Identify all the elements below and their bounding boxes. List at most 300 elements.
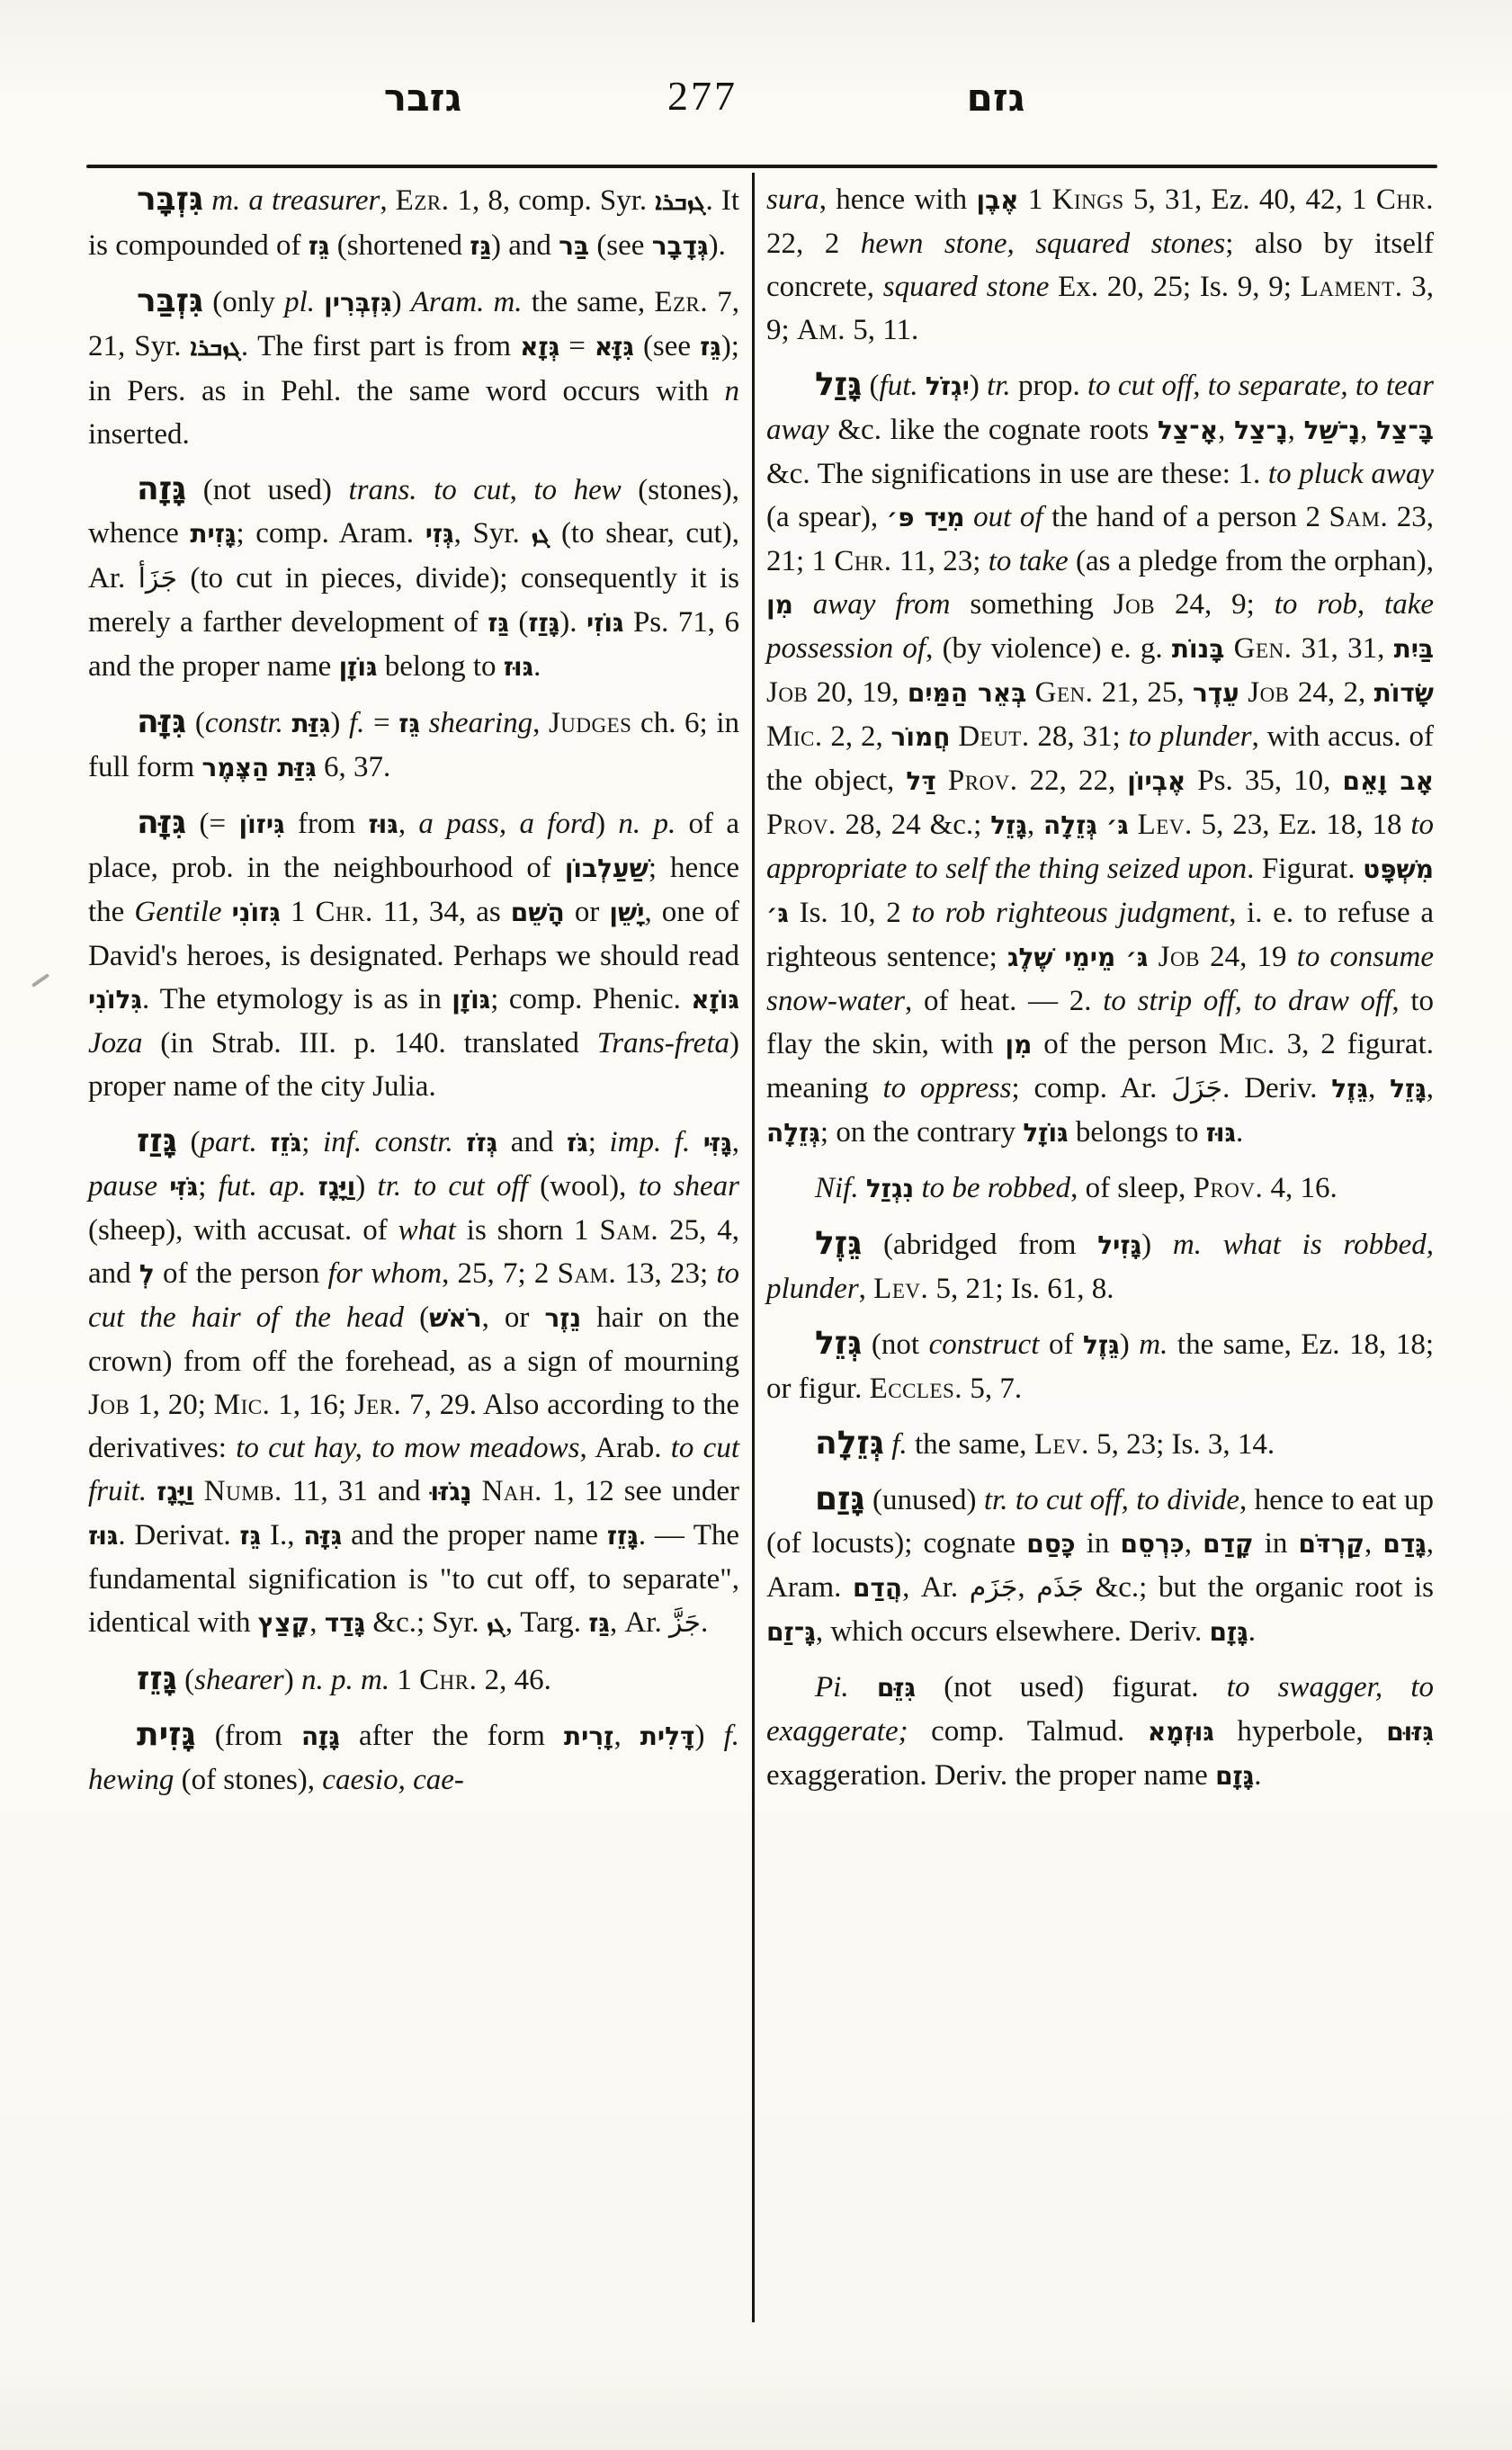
hebrew-word: גְּזִי <box>425 519 454 549</box>
text-run: 28, 24 &c.; <box>836 809 991 841</box>
text-run: ). <box>559 606 586 639</box>
text-run: . <box>1236 1116 1244 1149</box>
italic-run: for whom <box>327 1257 443 1290</box>
hebrew-word: גָּזִיל <box>1097 1230 1142 1260</box>
hebrew-word: זָרִית <box>564 1721 614 1751</box>
hebrew-word: אָ־צַל <box>1157 416 1219 445</box>
text-run: , <box>1026 809 1044 841</box>
text-run: ) <box>1141 1229 1173 1261</box>
text-run: belong to <box>377 650 504 683</box>
text-run: , <box>1287 414 1304 446</box>
text-run: , hence with <box>819 183 977 216</box>
text-run <box>257 1126 271 1158</box>
text-run: 5, 21; Is. 61, 8. <box>928 1273 1114 1305</box>
text-run <box>793 588 813 621</box>
text-run: ( <box>176 1664 195 1696</box>
reference-abbrev: Job <box>88 1389 130 1421</box>
hebrew-word: גֵּז <box>239 1521 262 1551</box>
text-run: &c.; but the organic root is <box>1084 1571 1435 1604</box>
text-run: of the person <box>1032 1028 1220 1060</box>
arabic-word: جَزَم <box>969 1572 1018 1604</box>
text-run: ; <box>587 1126 610 1158</box>
hebrew-word: אֶבְיוֹן <box>1127 766 1186 796</box>
text-run: , 25, 7; 2 <box>442 1257 558 1290</box>
text-run: &c.; Syr. <box>365 1606 487 1639</box>
column-divider <box>752 173 755 2322</box>
text-run: 11, 34, as <box>372 896 511 928</box>
hebrew-word: גּוּז <box>368 809 398 839</box>
syriac-word: ܓܙ <box>531 521 550 549</box>
text-run: . — The fundamental signification is "to cut off, to separate", identical with <box>88 1519 739 1639</box>
hebrew-word: גִּזוֹנִי <box>231 898 281 927</box>
hebrew-word: גֹּזִּי <box>169 1172 199 1202</box>
text-run: (sheep), with accusat. of <box>88 1214 398 1247</box>
italic-run: f. <box>348 707 365 739</box>
hebrew-word: דָּלִית <box>640 1721 695 1751</box>
hebrew-word: נָגֹזּוּ <box>430 1477 472 1507</box>
italic-run: to cut the hair of the head <box>88 1257 740 1334</box>
text-run: , Ar. <box>902 1571 970 1604</box>
text-run: 5, 7. <box>962 1373 1023 1405</box>
text-run: 3, 2 figurat. meaning <box>766 1028 1434 1104</box>
text-run: or <box>564 896 610 928</box>
hebrew-headword: גָּזַם <box>815 1480 865 1517</box>
text-run <box>1224 632 1233 665</box>
arabic-word: جَزَلَ <box>1171 1073 1223 1104</box>
text-run: 11, 23; <box>891 545 989 577</box>
hebrew-word: גִּזָּה <box>303 1521 343 1551</box>
text-run <box>306 1170 318 1203</box>
reference-abbrev: Chr. <box>834 545 892 577</box>
italic-run: inf. constr. <box>322 1126 453 1158</box>
reference-abbrev: Job <box>766 676 809 709</box>
text-run: . <box>1254 1759 1262 1792</box>
text-run: exaggeration. Deriv. the proper name <box>766 1759 1216 1792</box>
dictionary-entry <box>766 1422 1434 1466</box>
text-run <box>472 1475 482 1507</box>
text-run: the same, Ez. 18, 18; or figur. <box>766 1328 1434 1405</box>
italic-run: tr. to cut off <box>377 1170 528 1203</box>
text-run: (a spear), <box>766 501 887 533</box>
text-run: 1, 12 see under <box>541 1475 740 1507</box>
text-run: . Figurat. <box>1247 853 1364 885</box>
text-run: 23, 21; 1 <box>766 501 1435 577</box>
text-run: the same, <box>907 1428 1034 1461</box>
hebrew-headword: גִּזָּה <box>137 804 187 841</box>
text-run <box>965 501 974 533</box>
italic-run: construct <box>928 1328 1040 1361</box>
italic-run: to plunder <box>1128 720 1252 753</box>
text-run: ; also by itself concrete, <box>766 228 1434 303</box>
text-run: ; <box>198 1170 219 1203</box>
italic-run: hewn stone, squared stones <box>860 228 1226 260</box>
hebrew-word: חֲמוֹר <box>890 722 951 752</box>
dictionary-entry <box>766 1322 1434 1410</box>
text-run: the hand of a person 2 <box>1042 501 1329 533</box>
hebrew-word: גּוּז <box>503 652 534 682</box>
hebrew-word: גֵּזֶל <box>1083 1330 1120 1360</box>
dictionary-entry <box>88 280 739 456</box>
text-run: ); in Pers. as in Pehl. the same word occurs with <box>88 330 739 407</box>
text-run: (to shear, cut), Ar. <box>88 517 739 595</box>
text-run: 1, 20; <box>130 1389 214 1421</box>
text-run: (abridged from <box>862 1229 1098 1261</box>
reference-abbrev: Job <box>1113 588 1156 621</box>
hebrew-word: דַּל <box>906 766 936 796</box>
italic-run: Gentile <box>134 896 222 928</box>
hebrew-word: מִן <box>1005 1030 1033 1060</box>
hebrew-word: שָׂדוֹת <box>1373 678 1435 708</box>
text-run: ) <box>969 370 988 402</box>
italic-run: sura <box>766 183 819 216</box>
text-run: belongs to <box>1068 1116 1206 1149</box>
hebrew-headword: גְּזֵל <box>815 1325 863 1362</box>
hebrew-word: אָב וָאֵם <box>1342 766 1435 796</box>
text-run: , of sleep, <box>1070 1172 1194 1204</box>
hebrew-word: גּוֹזָל <box>1023 1118 1069 1148</box>
hebrew-word: גִּזּוּם <box>1386 1717 1435 1747</box>
text-run: 1, 16; <box>270 1389 354 1421</box>
dictionary-entry <box>766 1478 1434 1654</box>
hebrew-word: גָּזִּי <box>702 1128 732 1158</box>
text-run: ) <box>330 707 349 739</box>
italic-run: away from <box>812 588 951 621</box>
right-column <box>766 178 1434 1798</box>
text-run: 1, 8, comp. Syr. <box>449 184 656 217</box>
hebrew-word: גֹּז <box>567 1128 588 1158</box>
text-run: 24, 2, <box>1289 676 1374 709</box>
reference-abbrev: Chr. <box>315 896 373 928</box>
italic-run: a pass, a ford <box>418 808 596 840</box>
text-run: 20, 19, <box>808 676 908 709</box>
text-run: &c. The significations in use are these: 1. <box>766 458 1268 490</box>
text-run: , <box>1426 1072 1434 1104</box>
italic-run: imp. f. <box>609 1126 691 1158</box>
text-run: (not used) figurat. <box>916 1671 1227 1703</box>
hebrew-headword: גָּזַז <box>137 1122 177 1159</box>
hebrew-word: רֹאשׁ <box>429 1303 482 1333</box>
italic-run: part. <box>200 1126 257 1158</box>
reference-abbrev: Lament. <box>1300 271 1403 303</box>
hebrew-word: גְּדָבָר <box>651 231 709 261</box>
hebrew-word: גּוּזְמָא <box>1147 1717 1214 1747</box>
reference-abbrev: Jer. <box>353 1389 402 1421</box>
text-run: ) <box>1119 1328 1140 1361</box>
italic-run: m. <box>1139 1328 1168 1361</box>
italic-run: tr. to cut off, to divide <box>983 1484 1239 1516</box>
arabic-word: جَزَأ <box>138 563 178 595</box>
text-run: 4, 16. <box>1263 1172 1338 1204</box>
text-run: , Syr. <box>453 517 532 550</box>
hebrew-word: עֵדֶר <box>1192 678 1239 708</box>
text-run: 6, 37. <box>316 751 391 783</box>
italic-run: out of <box>973 501 1043 533</box>
hebrew-word: הָשֵׁם <box>510 898 565 927</box>
text-run: , <box>1017 1571 1037 1604</box>
hebrew-headword: גִּזְבַּר <box>137 282 204 319</box>
text-run: 24, 19 <box>1199 941 1297 973</box>
hebrew-word: בָּ־צַל <box>1376 416 1435 445</box>
text-run: 22, 22, <box>1017 765 1128 797</box>
reference-abbrev: Sam. <box>1329 501 1389 533</box>
hebrew-word: גַּז <box>470 231 491 261</box>
text-run: (as a pledge from the orphan), <box>1068 545 1434 577</box>
hebrew-word: גָּדַם <box>1382 1529 1427 1559</box>
italic-run: to rob righteous judgment <box>911 897 1230 929</box>
text-run: of the person <box>154 1257 328 1290</box>
text-run: , <box>532 707 549 739</box>
text-run: , <box>731 1126 739 1158</box>
text-run <box>1026 676 1034 709</box>
hebrew-word: גְּזֹז <box>466 1128 498 1158</box>
text-run: Is. 10, 2 <box>788 897 912 929</box>
text-run <box>203 184 211 217</box>
hebrew-word: שַׁעַלְבוֹן <box>564 854 649 883</box>
text-run: , <box>1364 1527 1383 1560</box>
text-run: (only <box>203 286 285 318</box>
text-run: 5, 23, Ez. 18, 18 <box>1192 809 1411 841</box>
text-run: ; <box>301 1126 323 1158</box>
italic-run: f. <box>891 1428 908 1461</box>
hebrew-word: נָ־שַׁל <box>1303 416 1361 445</box>
text-run: Ps. 71, 6 and the proper name <box>88 606 739 683</box>
text-run: , <box>1360 414 1377 446</box>
hebrew-word: מִיַּד פּ׳ <box>886 503 965 532</box>
reference-abbrev: Ezr. <box>654 286 709 318</box>
dictionary-entry <box>88 801 739 1108</box>
text-run: ) <box>283 1664 302 1696</box>
hebrew-word: גֵּז <box>700 332 721 362</box>
italic-run: constr. <box>204 707 283 739</box>
text-run: 1 <box>1018 183 1052 216</box>
italic-run: to oppress <box>882 1072 1012 1104</box>
text-run: (= <box>186 808 239 840</box>
hebrew-word: גּוֹזָן <box>338 652 378 682</box>
text-run: , Targ. <box>505 1606 589 1639</box>
text-run: , i. e. to refuse a righteous sentence; <box>766 897 1434 973</box>
reference-abbrev: Mic. <box>766 720 823 753</box>
reference-abbrev: Prov. <box>947 765 1018 797</box>
text-run: (not <box>862 1328 929 1361</box>
arabic-word: جَذَم <box>1036 1572 1085 1604</box>
text-run: ch. 6; in full form <box>88 707 739 783</box>
text-run: . The first part is from <box>240 330 521 362</box>
hebrew-word: בַּר <box>559 231 590 261</box>
hebrew-word: קָדַם <box>1203 1529 1254 1559</box>
text-run: . It is compounded of <box>88 184 740 262</box>
italic-run: n. p. <box>618 808 676 840</box>
italic-run: caesio, cae- <box>322 1764 464 1796</box>
reference-abbrev: Sam. <box>557 1257 617 1290</box>
text-run: Ex. 20, 25; Is. 9, 9; <box>1049 271 1301 303</box>
hebrew-word: יָשֵׁן <box>609 898 645 927</box>
text-run: ; comp. Ar. <box>1011 1072 1172 1104</box>
reference-abbrev: Am. <box>796 314 845 346</box>
text-run: 21, 25, <box>1093 676 1193 709</box>
italic-run: m. what is robbed, plunder <box>766 1229 1434 1305</box>
hebrew-headword: גָּזִית <box>137 1716 196 1753</box>
page-number: 277 <box>667 73 738 119</box>
text-run: 5, 11. <box>845 314 919 346</box>
hebrew-word: נֵזֶר <box>544 1303 582 1333</box>
hebrew-word: גָּזָם <box>1215 1761 1255 1791</box>
hebrew-headword: גִּזְבָּר <box>137 181 204 218</box>
italic-run: trans. to cut <box>348 474 510 506</box>
text-run: ) and <box>490 229 559 262</box>
text-run: 7, 29. Also according to the derivatives: <box>88 1389 740 1464</box>
reference-abbrev: Deut. <box>958 720 1030 753</box>
hebrew-word: גְּזֵלָה <box>1043 810 1097 840</box>
hebrew-word: גּוֹזָן <box>452 985 491 1015</box>
dictionary-entry <box>88 1713 739 1802</box>
hebrew-word: בַּיִת <box>1393 634 1435 664</box>
hebrew-word: גּוּז <box>1205 1118 1237 1148</box>
hebrew-word: הֲדַם <box>852 1573 903 1603</box>
text-run: is shorn 1 <box>455 1214 600 1247</box>
hebrew-word: נָ־צַל <box>1234 416 1288 445</box>
text-run: ( <box>176 1126 201 1158</box>
text-run: ) proper name of the city Julia. <box>88 1027 739 1103</box>
italic-run: what <box>398 1214 456 1247</box>
italic-run: to cut off, to separate, to tear away <box>766 370 1434 446</box>
text-run: ( <box>508 606 529 639</box>
italic-run: to rob, take possession of <box>766 588 1435 665</box>
text-run: , Aram. <box>766 1527 1435 1604</box>
reference-abbrev: Eccles. <box>869 1373 963 1405</box>
text-run <box>1097 809 1106 841</box>
hebrew-word: וַיָּגָז <box>318 1172 356 1202</box>
hebrew-word: גָּזָה <box>300 1721 340 1751</box>
dictionary-entry <box>766 1167 1434 1211</box>
hebrew-word: כִּרְסֵם <box>1120 1529 1185 1559</box>
reference-abbrev: Lev. <box>1033 1428 1089 1461</box>
text-run <box>936 765 948 797</box>
italic-run: to cut hay, to mow meadows <box>236 1432 580 1464</box>
italic-run: Trans-freta <box>596 1027 729 1060</box>
guide-word-right: גזם <box>966 76 1025 120</box>
hebrew-word: גָּזַז <box>528 608 560 638</box>
italic-run: shearing <box>428 707 533 739</box>
text-run: inserted. <box>88 418 190 451</box>
arabic-word: جَزَّ <box>668 1607 702 1639</box>
hebrew-word: גְּזָא <box>520 332 560 362</box>
text-run: &c. like the cognate roots <box>828 414 1158 446</box>
dictionary-entry-continuation <box>766 178 1434 352</box>
text-run <box>918 370 926 402</box>
hebrew-word: גּוּז <box>88 1521 119 1551</box>
text-run: , one of David's heroes, is designated. Perhaps we should read <box>88 896 740 972</box>
hebrew-word: גָּזֵל <box>990 810 1027 840</box>
dictionary-entry <box>766 1222 1434 1310</box>
italic-run: to shear <box>638 1170 739 1203</box>
italic-run: Aram. m. <box>410 286 523 318</box>
italic-run: to consume snow-water <box>766 941 1435 1017</box>
hebrew-word: גָּזֵז <box>606 1521 639 1551</box>
hebrew-headword: גָּזָה <box>137 470 187 507</box>
syriac-word: ܓܙܒܪܐ <box>655 188 706 216</box>
text-run: , <box>398 808 419 840</box>
hebrew-word: גְּזֵלָה <box>766 1118 820 1148</box>
text-run <box>859 1172 866 1204</box>
italic-run: n. p. m. <box>301 1664 390 1696</box>
text-run: ; hence the <box>88 852 739 928</box>
text-run: of <box>1039 1328 1084 1361</box>
hebrew-headword: גָּזֵז <box>137 1660 177 1697</box>
text-run: 25, 4, and <box>88 1214 740 1290</box>
text-run: , of heat. — 2. <box>905 985 1104 1017</box>
italic-run: n <box>724 375 739 407</box>
hebrew-word: גֵּז <box>398 709 420 738</box>
italic-run: fut. ap. <box>218 1170 307 1203</box>
dictionary-entry <box>88 1658 739 1702</box>
hebrew-word: וַיָּגָז <box>157 1477 194 1507</box>
text-run: something <box>950 588 1114 621</box>
text-run: 2, 46. <box>477 1664 551 1696</box>
text-run: , to flay the skin, with <box>766 985 1435 1060</box>
text-run: after the form <box>339 1720 564 1752</box>
text-run: ) <box>391 286 411 318</box>
dictionary-entry <box>88 468 739 689</box>
text-run: 28, 31; <box>1029 720 1129 753</box>
dictionary-entry <box>88 1120 739 1646</box>
text-run <box>157 1170 169 1203</box>
text-run: ; comp. Phenic. <box>490 983 692 1015</box>
text-run: ). <box>708 229 726 262</box>
text-run: (shortened <box>329 229 470 262</box>
text-run: (wool), <box>527 1170 639 1203</box>
hebrew-word: גָּזֵל <box>1390 1074 1427 1104</box>
text-run: . Deriv. <box>1222 1072 1332 1104</box>
reference-abbrev: Prov. <box>1193 1172 1264 1204</box>
text-run: , hence to eat up (of locusts); cognate <box>766 1484 1434 1560</box>
header-rule <box>86 165 1437 168</box>
text-run: (see <box>633 330 701 362</box>
reference-abbrev: Numb. <box>203 1475 282 1507</box>
hebrew-headword: גִּזָּה <box>137 703 187 740</box>
hebrew-word: קָצַץ <box>257 1608 310 1638</box>
italic-run: Pi. <box>815 1671 849 1703</box>
text-run: , Arab. <box>579 1432 671 1464</box>
text-run: . Derivat. <box>118 1519 240 1551</box>
text-run <box>951 720 959 753</box>
guide-word-left: גזבר <box>383 76 462 120</box>
text-run: ) <box>595 808 619 840</box>
text-run: (from <box>195 1720 301 1752</box>
text-run: ; comp. Aram. <box>236 517 425 550</box>
hebrew-word: קַרְדֹּם <box>1298 1529 1364 1559</box>
text-run: . <box>701 1606 709 1639</box>
text-run: 5, 23; Is. 3, 14. <box>1088 1428 1275 1461</box>
text-run: in <box>1075 1527 1121 1560</box>
hebrew-word: גָּזָם <box>1209 1617 1248 1647</box>
hebrew-word: גִּזְבְּרִין <box>324 288 392 317</box>
hebrew-word: גִּזַּת הַצֶּמֶר <box>201 753 317 782</box>
text-run: , (by violence) e. g. <box>926 632 1172 665</box>
hebrew-word: בְּאֵר הַמַּיִם <box>907 678 1027 708</box>
hebrew-headword: גָּזַל <box>815 366 863 403</box>
text-run: , <box>309 1606 325 1639</box>
italic-run: to cut fruit. <box>88 1432 739 1507</box>
reference-abbrev: Chr. <box>1375 183 1435 216</box>
text-run: , <box>1367 1072 1391 1104</box>
hebrew-word: גּ׳ <box>1105 810 1129 840</box>
text-run: 3, 9; <box>766 271 1434 346</box>
italic-run: Joza <box>88 1027 143 1060</box>
reference-abbrev: Job <box>1158 941 1200 973</box>
hebrew-word: מִן <box>766 590 793 620</box>
text-run: in <box>1253 1527 1299 1560</box>
text-run <box>1239 676 1248 709</box>
